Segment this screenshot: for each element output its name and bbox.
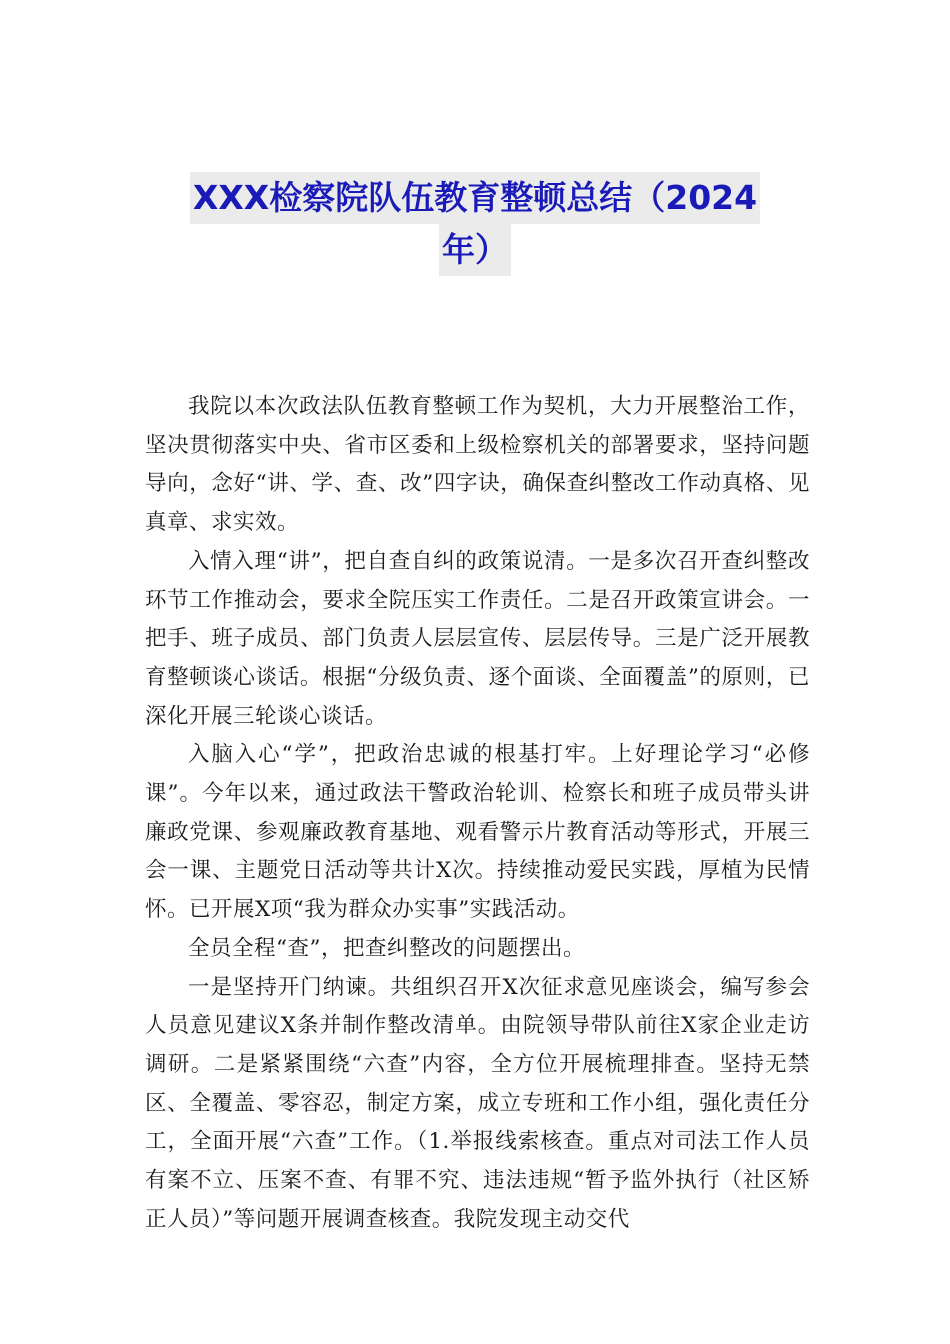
paragraph-xue: 入脑入心“学”，把政治忠诚的根基打牢。上好理论学习“必修课”。今年以来，通过政法干警政治轮训、检察长和班子成员带头讲廉政党课、参观廉政教育基地、观看警示片教育活动等形式，开展三会一课、主题党日活动等共计X次。持续推动爱民实践，厚植为民情怀。已开展X项“我为群众办实事”实践活动。 <box>145 742 810 923</box>
title-line-1: XXX检察院队伍教育整顿总结（2024 <box>190 172 760 224</box>
title-line-2: 年） <box>439 224 511 276</box>
paragraph-cha-heading: 全员全程“查”，把查纠整改的问题摆出。 <box>188 935 585 961</box>
document-body <box>145 388 810 1239</box>
paragraph-intro: 我院以本次政法队伍教育整顿工作为契机，大力开展整治工作，坚决贯彻落实中央、省市区委和上级检察机关的部署要求，坚持问题导向，念好“讲、学、查、改”四字诀，确保查纠整改工作动真格、见真章、求实效。 <box>145 394 810 536</box>
document-title <box>145 172 805 276</box>
paragraph-cha-detail: 一是坚持开门纳谏。共组织召开X次征求意见座谈会，编写参会人员意见建议X条并制作整改清单。由院领导带队前往X家企业走访调研。二是紧紧围绕“六查”内容，全方位开展梳理排查。坚持无禁区、全覆盖、零容忍，制定方案，成立专班和工作小组，强化责任分工，全面开展“六查”工作。（1.举报线索核查。重点对司法工作人员有案不立、压案不查、有罪不究、违法违规“暂予监外执行（社区矫正人员）”等问题开展调查核查。我院发现主动交代 <box>145 974 810 1232</box>
paragraph-jiang: 入情入理“讲”，把自查自纠的政策说清。一是多次召开查纠整改环节工作推动会，要求全院压实工作责任。二是召开政策宣讲会。一把手、班子成员、部门负责人层层宣传、层层传导。三是广泛开展教育整顿谈心谈话。根据“分级负责、逐个面谈、全面覆盖”的原则，已深化开展三轮谈心谈话。 <box>145 548 810 729</box>
